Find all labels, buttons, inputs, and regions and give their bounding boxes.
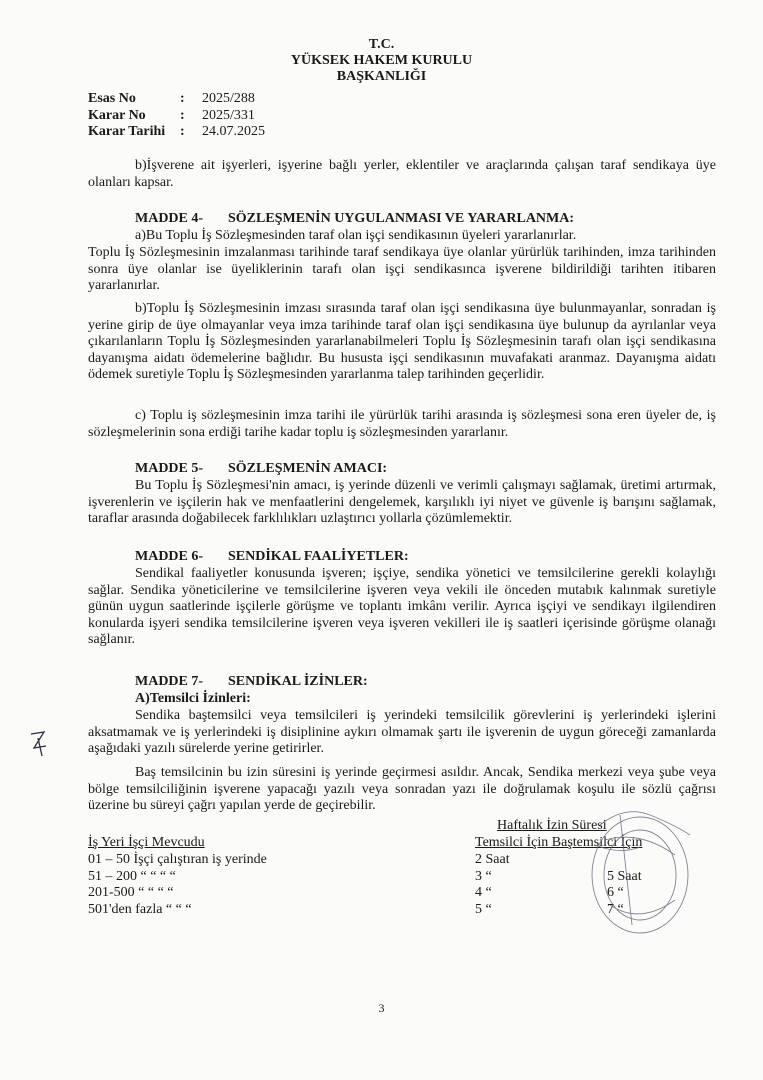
table-row-mid: 5 “ <box>475 901 492 917</box>
meta-esas <box>88 91 265 108</box>
madde6-number: MADDE 6- <box>135 549 204 564</box>
madde4-para-a: a)Bu Toplu İş Sözleşmesinden taraf olan işçi sendikasının üyeleri yararlanırlar. <box>135 228 577 243</box>
madde7-number: MADDE 7- <box>135 674 204 689</box>
page-number: 3 <box>378 1001 385 1015</box>
table-row-left: 01 – 50 İşçi çalıştıran iş yerinde <box>88 852 267 867</box>
madde4-number: MADDE 4- <box>135 211 204 226</box>
official-stamp-icon <box>580 785 700 945</box>
header-tc: T.C. <box>368 37 395 52</box>
madde4-para-c: c) Toplu iş sözleşmesinin imza tarihi ile yürürlük tarihi arasında iş sözleşmesi sona eren üyeler de, iş sözleşmelerinin sona erdiği tarihe kadar toplu iş sözleşmesinden yararlanır. <box>88 408 716 440</box>
table-row-right: 6 “ <box>607 885 624 901</box>
intro-paragraph: b)İşverene ait işyerleri, işyerine bağlı yerler, eklentiler ve araçlarında çalışan taraf sendikaya üye olanları kapsar. <box>88 158 716 190</box>
madde7-heading <box>135 674 368 690</box>
header-office: BAŞKANLIĞI <box>336 69 427 84</box>
madde7-paragraph-1: Sendika baştemsilci veya temsilcileri iş yerindeki temsilcilik görevlerini iş yerlerindeki işlerini aksatmamak ve iş yerlerindeki iş disiplinine aykırı olmamak şartı ile işverenin de uygun göreceği zamanlarda aşağıdaki yazılı sürelerde yerine getirirler. <box>88 708 716 757</box>
meta-colon: : <box>180 91 185 106</box>
table-right-head-2-text: Temsilci İçin Baştemsilci İçin <box>475 835 643 850</box>
table-row-left: 201-500 “ “ “ “ <box>88 885 174 901</box>
meta-karar-tarihi <box>88 124 265 141</box>
meta-karar <box>88 108 265 125</box>
header-institution: YÜKSEK HAKEM KURULU <box>290 53 473 68</box>
table-row-right: 7 “ <box>607 901 624 917</box>
table-row-mid: 2 Saat <box>475 852 510 867</box>
table-row-mid: 3 “ <box>475 868 492 884</box>
madde7-title: SENDİKAL İZİNLER: <box>228 674 368 689</box>
madde6-title: SENDİKAL FAALİYETLER: <box>228 549 409 564</box>
madde4-para-a2: Toplu İş Sözleşmesinin imzalanması tarihinde taraf sendikaya üye olanlar yürürlük tarihinden, imza tarihinden sonra üye olanlar ise üyeliklerinin tarafı olan işçi sendikasınca işverene bildirildiği tarihten itibaren yararlanırlar. <box>88 245 716 294</box>
table-row-right: 5 Saat <box>607 868 642 884</box>
madde4-title: SÖZLEŞMENİN UYGULANMASI VE YARARLANMA: <box>228 211 575 226</box>
meta-label: Esas No <box>88 91 136 106</box>
madde5-paragraph: Bu Toplu İş Sözleşmesi'nin amacı, iş yerinde düzenli ve verimli çalışmayı sağlamak, üretimi artırmak, işverenlerin ve işçilerin hak ve menfaatlerini dengelemek, karşılıklı iyi niyet ve güvenle iş barışını sağlamak, taraflar arasında doğabilecek farklılıkları uzlaştırıcı yollarla çözümlemektir. <box>88 478 716 527</box>
madde4-para-b: b)Toplu İş Sözleşmesinin imzası sırasında taraf olan işçi sendikasına üye bulunmayanlar, sonradan iş yerine girip de üye olmayanlar veya imza tarihinde taraf olan işçi sendikasına üye bulunup da ayrılanlar veya çıkarılanların Toplu İş Sözleşmesinden yararlanabilmeleri Toplu İş Sözleşmesinin tarafı olan işçi sendikasına dayanışma aidatı ödemelerine bağlıdır. Bu hususta işçi sendikasının muvafakati aranmaz. Dayanışma aidatı ödemek suretiyle Toplu İş Sözleşmesinden yararlanma talep tarihinden geçerlidir. <box>88 301 716 383</box>
table-mid-column <box>475 852 510 918</box>
madde5-heading <box>135 461 387 477</box>
table-right-head-1-text: Haftalık İzin Süresi <box>497 818 607 833</box>
handwritten-initial-icon <box>28 728 50 758</box>
madde6-heading <box>135 549 409 565</box>
table-row-mid: 4 “ <box>475 885 492 901</box>
meta-value: 2025/331 <box>202 107 255 123</box>
decision-meta <box>88 91 265 141</box>
madde4-heading <box>135 211 574 227</box>
table-row-left: 501'den fazla “ “ “ <box>88 901 192 917</box>
meta-label: Karar No <box>88 107 146 123</box>
meta-value: 2025/288 <box>202 91 255 106</box>
meta-value: 24.07.2025 <box>202 124 265 139</box>
madde7-subheading: A)Temsilci İzinleri: <box>135 691 251 706</box>
table-row-left: 51 – 200 “ “ “ “ <box>88 868 176 884</box>
madde6-paragraph: Sendikal faaliyetler konusunda işveren; işçiye, sendika yönetici ve temsilcilerine gerekli kolaylığı sağlar. Sendika yöneticilerine ve temsilcilerine işveren veya vekili ile önceden mutabık kalınmak suretiyle günün uygun saatlerinde işçilerle görüşme ve toplantı imkânı verilir. Ayrıca işçiyi ve sendikayı ilgilendiren konularda işyeri sendika temsilcilerine işveren veya işveren vekilleri ile iş saatleri içerisinde görüşme olanağı sağlanır. <box>88 566 716 648</box>
table-left-column <box>88 852 267 918</box>
madde7-paragraph-2: Baş temsilcinin bu izin süresini iş yerinde geçirmesi asıldır. Ancak, Sendika merkezi veya şube veya bölge temsilciliğinin işverene yapacağı yazılı veya sonradan yazı ile doğrulamak koşulu ile sözlü çağrısı üzerine bu süreyi çağrı yapılan yerde de geçirebilir. <box>88 765 716 814</box>
meta-label: Karar Tarihi <box>88 124 166 139</box>
meta-colon: : <box>180 124 185 139</box>
table-left-head-text: İş Yeri İşçi Mevcudu <box>88 835 205 850</box>
madde5-number: MADDE 5- <box>135 461 204 476</box>
madde5-title: SÖZLEŞMENİN AMACI: <box>228 461 388 476</box>
meta-colon: : <box>180 107 185 123</box>
table-left-head <box>88 835 205 852</box>
